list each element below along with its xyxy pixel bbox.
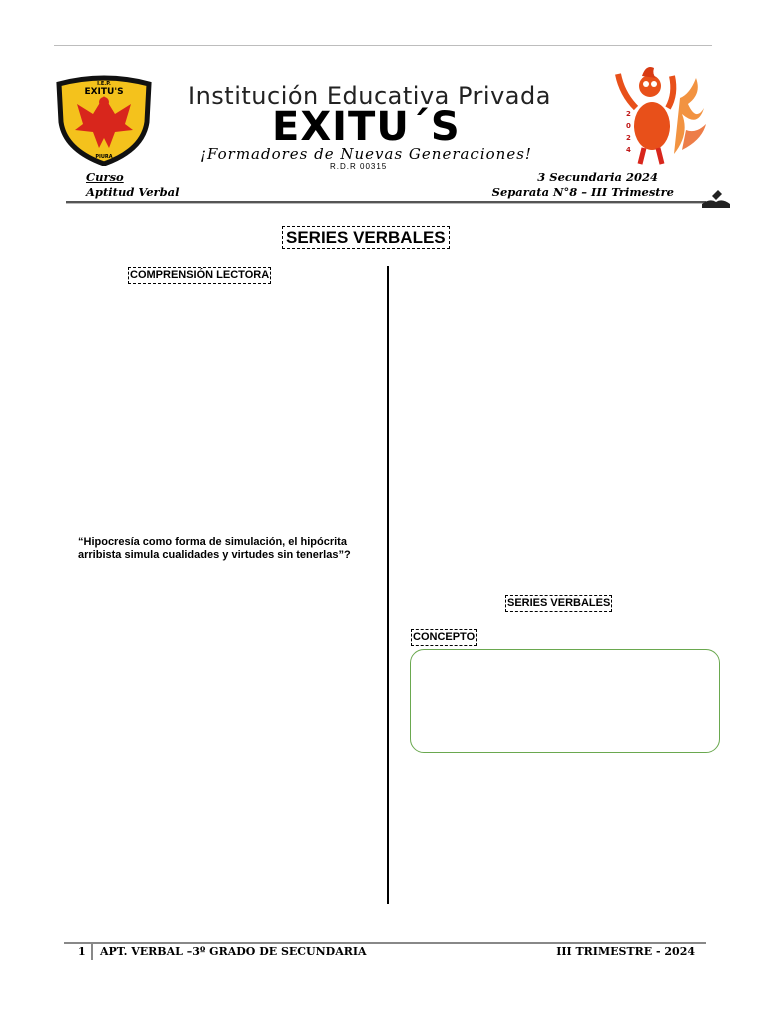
page-number: 1 [78,945,86,958]
column-divider [387,266,389,904]
reading-quote: “Hipocresía como forma de simulación, el hipócrita arribista simula cualidades y virtudes sin tenerlas”? [78,536,351,561]
curso-label: Curso [86,170,124,184]
book-icon [700,186,732,210]
mascot-year-digit: 2 [626,110,631,118]
footer-separator [91,944,93,960]
page-title: SERIES VERBALES [282,226,450,249]
footer-rule [64,942,706,944]
slogan: ¡Formadores de Nuevas Generaciones! [200,145,532,163]
crest-bottom-text: PIURA [95,154,113,160]
footer-course: APT. VERBAL –3º GRADO DE SECUNDARIA [100,945,367,958]
concept-textbox [410,649,720,753]
crest-top-text: I.E.P. [97,81,111,87]
section-label-series: SERIES VERBALES [505,595,612,612]
brand-name: EXITU´S [272,104,461,150]
rdr-number: R.D.R 00315 [330,162,388,171]
course-name: Aptitud Verbal [86,185,180,199]
crest-name: EXITU'S [84,87,124,97]
grade-year: 3 Secundaria 2024 [537,170,658,184]
section-label-concepto: CONCEPTO [411,629,477,646]
mascot-year-digit: 0 [626,122,631,130]
top-rule [54,45,712,46]
school-crest-logo [55,74,153,166]
footer-term: III TRIMESTRE - 2024 [556,945,695,958]
section-label-comprension: COMPRENSIÓN LECTORA [128,267,271,284]
phoenix-mascot-image [612,64,708,166]
institution-line: Institución Educativa Privada [188,82,551,110]
mascot-year-digit: 2 [626,134,631,142]
separata-number: Separata N°8 – III Trimestre [491,185,674,199]
header-rule-shadow [66,203,706,204]
mascot-year-digit: 4 [626,146,631,154]
